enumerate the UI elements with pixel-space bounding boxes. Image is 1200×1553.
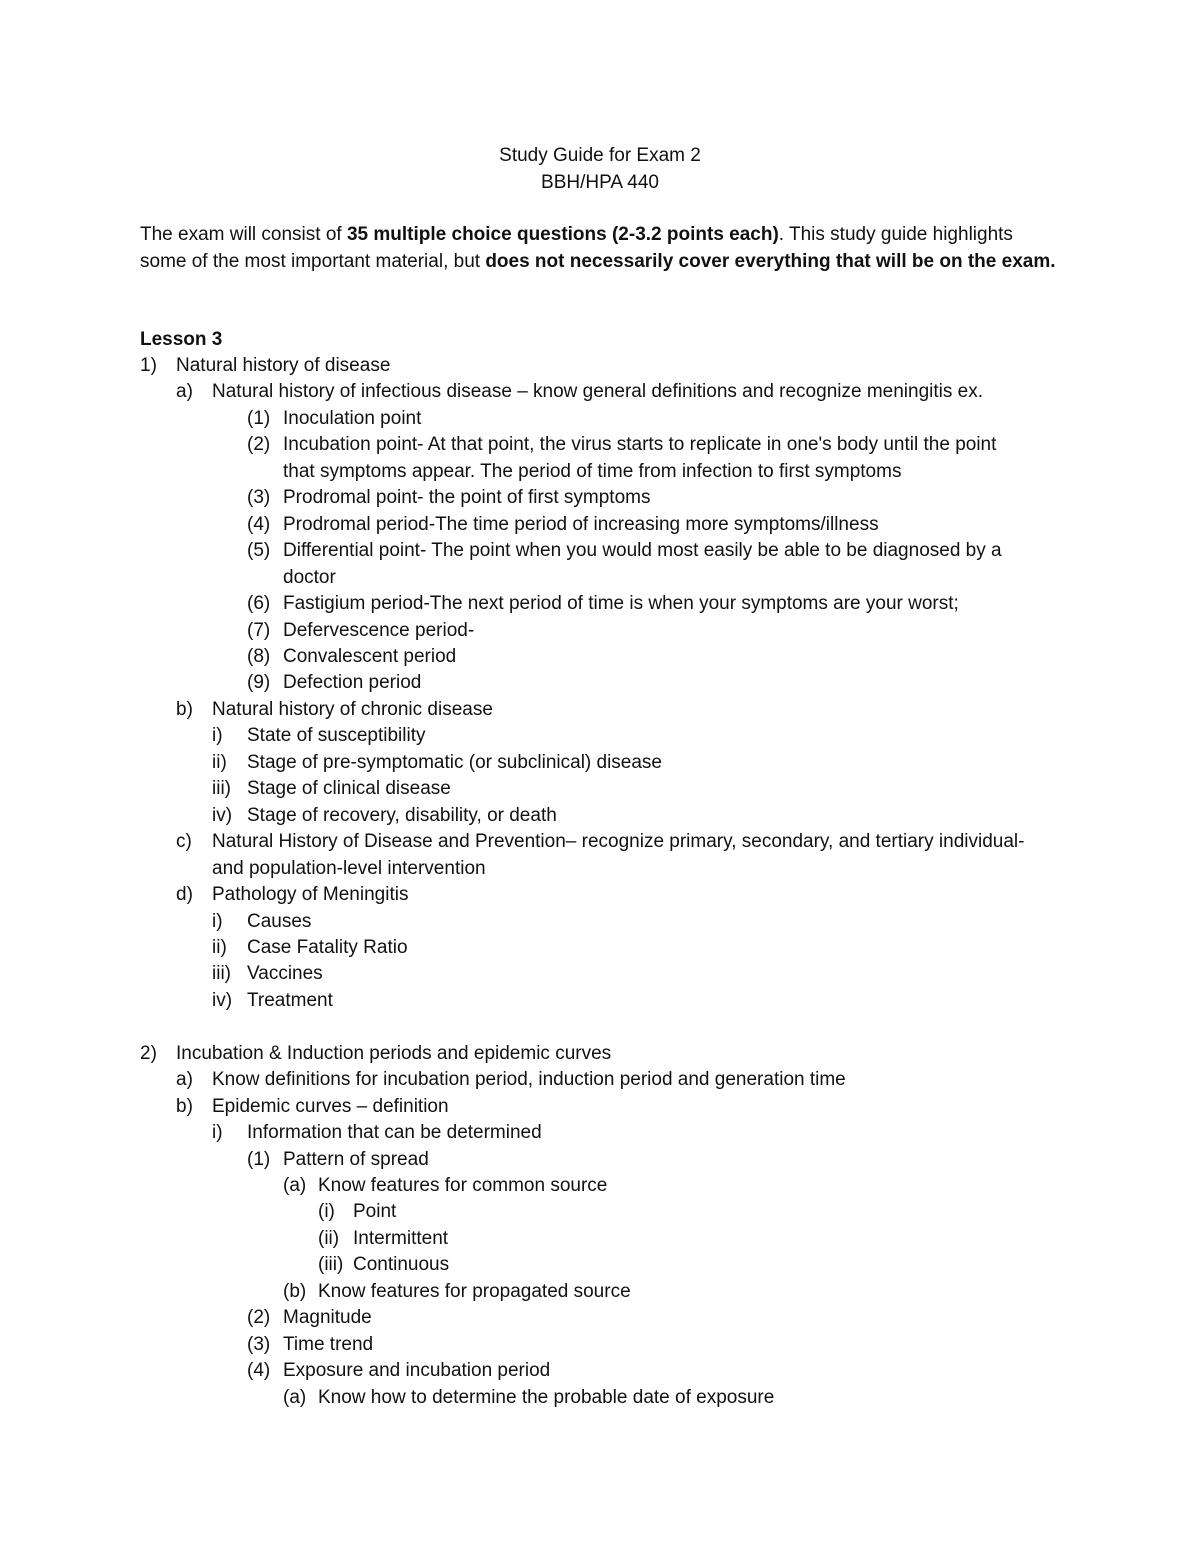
outline-marker: (8) bbox=[247, 646, 271, 667]
course-code: BBH/HPA 440 bbox=[541, 172, 659, 193]
outline-marker: iv) bbox=[212, 989, 233, 1011]
outline-text: Know definitions for incubation period, induction period and generation time bbox=[212, 1069, 846, 1091]
outline-text: Magnitude bbox=[283, 1307, 372, 1329]
outline-marker: (1) bbox=[247, 407, 271, 429]
outline-marker: iii) bbox=[212, 963, 231, 985]
outline-marker: 1) bbox=[140, 355, 157, 376]
outline-text: Epidemic curves – definition bbox=[212, 1095, 449, 1117]
outline-text: Stage of pre-symptomatic (or subclinical) disease bbox=[247, 751, 663, 773]
outline-marker: 2) bbox=[140, 1042, 157, 1064]
outline-text: Treatment bbox=[247, 989, 333, 1011]
outline-text: Information that can be determined bbox=[247, 1122, 542, 1144]
outline-marker: b) bbox=[176, 698, 193, 720]
outline-marker: i) bbox=[212, 725, 223, 747]
outline-marker: a) bbox=[176, 1069, 193, 1091]
outline-text: doctor bbox=[283, 566, 336, 588]
outline-marker: (3) bbox=[247, 487, 271, 509]
outline-text: Continuous bbox=[353, 1254, 450, 1276]
outline-marker: (a) bbox=[283, 1386, 307, 1408]
outline-text: Incubation & Induction periods and epidemic curves bbox=[176, 1042, 612, 1064]
outline-text: Know features for propagated source bbox=[318, 1280, 631, 1302]
outline-marker: (iii) bbox=[318, 1254, 344, 1276]
outline-marker: (7) bbox=[247, 619, 271, 641]
outline-marker: (3) bbox=[247, 1333, 271, 1355]
outline-marker: (i) bbox=[318, 1201, 335, 1223]
outline-marker: (5) bbox=[247, 540, 271, 562]
intro-text-1: The exam will consist of bbox=[140, 224, 347, 245]
outline-marker: d) bbox=[176, 884, 193, 905]
outline-text: Differential point- The point when you would most easily be able to be diagnosed by a bbox=[283, 540, 1002, 562]
outline-text: Time trend bbox=[283, 1333, 374, 1355]
outline-marker: (ii) bbox=[318, 1227, 340, 1249]
outline-text: Intermittent bbox=[353, 1227, 449, 1249]
outline-marker: i) bbox=[212, 910, 223, 932]
outline-text: Stage of clinical disease bbox=[247, 778, 451, 800]
outline-text: Exposure and incubation period bbox=[283, 1360, 551, 1382]
outline-marker: iv) bbox=[212, 804, 233, 826]
outline-text: Pathology of Meningitis bbox=[212, 884, 409, 905]
outline-marker: ii) bbox=[212, 751, 227, 773]
outline-marker: (2) bbox=[247, 434, 271, 456]
outline-marker: iii) bbox=[212, 778, 231, 800]
outline-text: Incubation point- At that point, the virus starts to replicate in one's body until the point bbox=[283, 434, 997, 456]
outline-marker: (4) bbox=[247, 1360, 271, 1382]
intro-bold-2: does not necessarily cover everything that will be on the exam. bbox=[485, 250, 1056, 272]
outline-text: and population-level intervention bbox=[212, 857, 486, 879]
lesson-heading: Lesson 3 bbox=[140, 329, 223, 350]
outline-text: Natural history of disease bbox=[176, 355, 391, 376]
outline-text: Vaccines bbox=[247, 963, 323, 985]
outline-text: Causes bbox=[247, 910, 312, 932]
outline-marker: ii) bbox=[212, 936, 227, 958]
outline-text: Know features for common source bbox=[318, 1175, 608, 1196]
outline-text: Stage of recovery, disability, or death bbox=[247, 804, 557, 826]
outline-text: Defervescence period- bbox=[283, 619, 475, 641]
outline-marker: (a) bbox=[283, 1175, 307, 1196]
outline-text: Pattern of spread bbox=[283, 1148, 429, 1170]
outline-marker: (6) bbox=[247, 593, 271, 615]
outline-text: Case Fatality Ratio bbox=[247, 936, 408, 958]
outline-text: Natural history of infectious disease – know general definitions and recognize meningitis ex. bbox=[212, 381, 983, 403]
outline-text: Point bbox=[353, 1201, 397, 1223]
outline-text: Fastigium period-The next period of time is when your symptoms are your worst; bbox=[283, 593, 959, 615]
outline-marker: c) bbox=[176, 831, 192, 853]
outline-text: Inoculation point bbox=[283, 407, 422, 429]
outline-marker: (2) bbox=[247, 1307, 271, 1329]
intro-paragraph bbox=[140, 222, 1060, 275]
outline-text: Prodromal period-The time period of increasing more symptoms/illness bbox=[283, 513, 879, 535]
outline-marker: i) bbox=[212, 1122, 223, 1144]
outline-text: Know how to determine the probable date of exposure bbox=[318, 1386, 775, 1408]
outline-marker: b) bbox=[176, 1095, 193, 1117]
outline-marker: (4) bbox=[247, 513, 271, 535]
outline-text: Defection period bbox=[283, 672, 422, 694]
outline-text: that symptoms appear. The period of time from infection to first symptoms bbox=[283, 460, 902, 482]
outline-text: Natural History of Disease and Prevention– recognize primary, secondary, and tertiary individual- bbox=[212, 831, 1025, 853]
document-title: Study Guide for Exam 2 bbox=[499, 145, 701, 166]
outline-text: Natural history of chronic disease bbox=[212, 698, 493, 720]
outline-marker: a) bbox=[176, 381, 193, 403]
outline-text: Prodromal point- the point of first symptoms bbox=[283, 487, 651, 509]
intro-bold-1: 35 multiple choice questions (2-3.2 points each) bbox=[346, 224, 779, 245]
outline-marker: (b) bbox=[283, 1280, 307, 1302]
outline-marker: (1) bbox=[247, 1148, 271, 1170]
intro-text-2: . This study guide highlights some of the most important material, but bbox=[140, 224, 1013, 272]
outline-marker: (9) bbox=[247, 672, 271, 694]
outline-text: State of susceptibility bbox=[247, 725, 426, 747]
outline-text: Convalescent period bbox=[283, 646, 457, 667]
